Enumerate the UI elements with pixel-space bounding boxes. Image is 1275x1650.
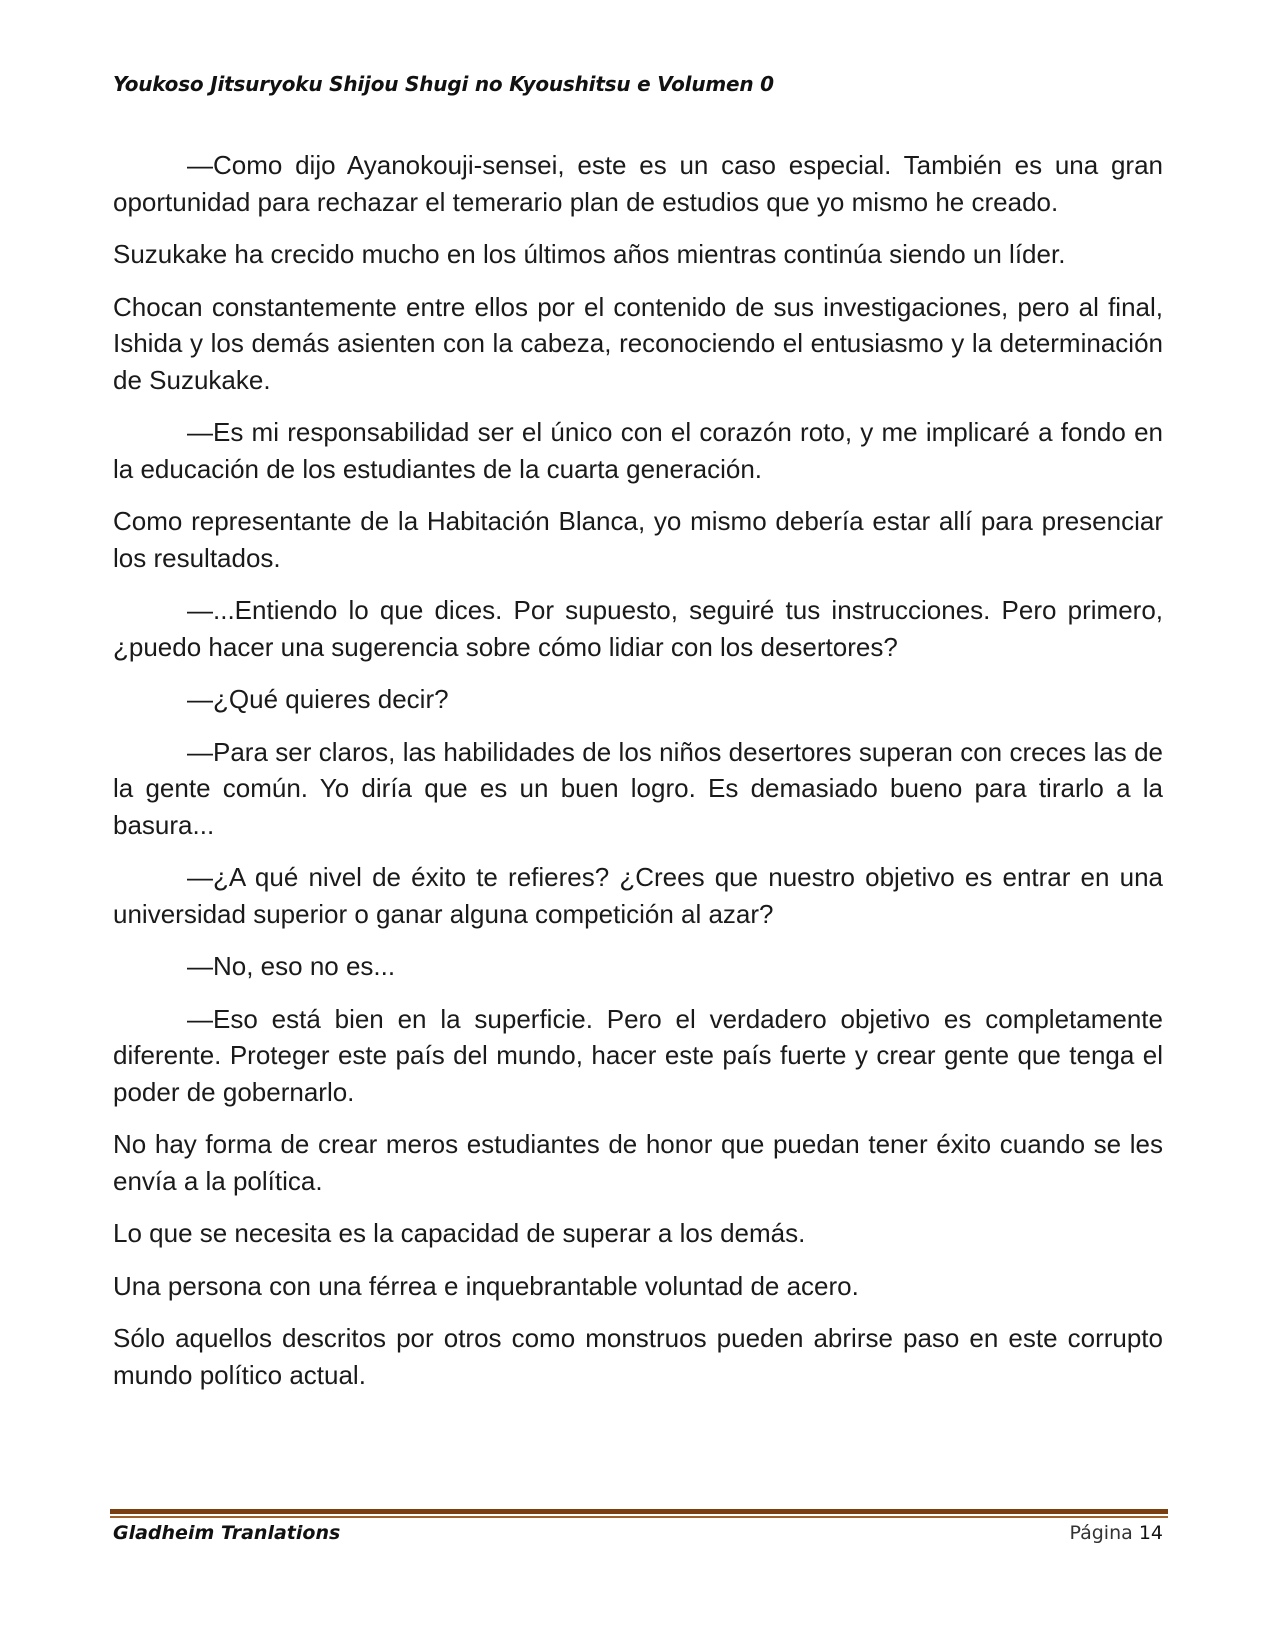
paragraph: No hay forma de crear meros estudiantes de honor que puedan tener éxito cuando se les envía a la política. bbox=[113, 1129, 1163, 1196]
page-label: Página bbox=[1069, 1522, 1133, 1544]
body-text bbox=[113, 147, 1163, 1409]
page-number-block bbox=[1069, 1522, 1163, 1544]
paragraph: Lo que se necesita es la capacidad de superar a los demás. bbox=[113, 1218, 806, 1248]
footer-divider bbox=[110, 1509, 1168, 1518]
paragraph: —Eso está bien en la superficie. Pero el verdadero objetivo es completamente diferente. Proteger este país del mundo, hacer este país fuerte y crear gente que tenga el poder de gobernarlo. bbox=[113, 1003, 1163, 1107]
page-number: 14 bbox=[1138, 1522, 1163, 1544]
paragraph: —¿Qué quieres decir? bbox=[187, 684, 449, 714]
paragraph: Chocan constantemente entre ellos por el contenido de sus investigaciones, pero al final, Ishida y los demás asienten con la cabeza, reconociendo el entusiasmo y la determinación de Suzukake. bbox=[113, 291, 1163, 395]
footer-credit: Gladheim Tranlations bbox=[113, 1522, 341, 1544]
paragraph: —¿A qué nivel de éxito te refieres? ¿Crees que nuestro objetivo es entrar en una universidad superior o ganar alguna competición al azar? bbox=[113, 862, 1163, 929]
paragraph: Como representante de la Habitación Blanca, yo mismo debería estar allí para presenciar los resultados. bbox=[113, 506, 1163, 573]
paragraph: —...Entiendo lo que dices. Por supuesto, seguiré tus instrucciones. Pero primero, ¿puedo hacer una sugerencia sobre cómo lidiar con los desertores? bbox=[113, 595, 1163, 662]
paragraph: —Como dijo Ayanokouji-sensei, este es un caso especial. También es una gran oportunidad para rechazar el temerario plan de estudios que yo mismo he creado. bbox=[113, 150, 1163, 217]
paragraph: Sólo aquellos descritos por otros como monstruos pueden abrirse paso en este corrupto mundo político actual. bbox=[113, 1323, 1163, 1390]
paragraph: —No, eso no es... bbox=[187, 951, 396, 981]
footer-divider-thick bbox=[110, 1509, 1168, 1514]
paragraph: —Para ser claros, las habilidades de los niños desertores superan con creces las de la gente común. Yo diría que es un buen logro. Es demasiado bueno para tirarlo a la basura... bbox=[113, 736, 1163, 840]
paragraph: Una persona con una férrea e inquebrantable voluntad de acero. bbox=[113, 1270, 859, 1301]
footer-divider-thin bbox=[110, 1516, 1168, 1518]
paragraph: Suzukake ha crecido mucho en los últimos años mientras continúa siendo un líder. bbox=[113, 239, 1066, 269]
running-header: Youkoso Jitsuryoku Shijou Shugi no Kyoushitsu e Volumen 0 bbox=[113, 72, 774, 96]
paragraph: —Es mi responsabilidad ser el único con el corazón roto, y me implicaré a fondo en la educación de los estudiantes de la cuarta generación. bbox=[113, 417, 1163, 484]
